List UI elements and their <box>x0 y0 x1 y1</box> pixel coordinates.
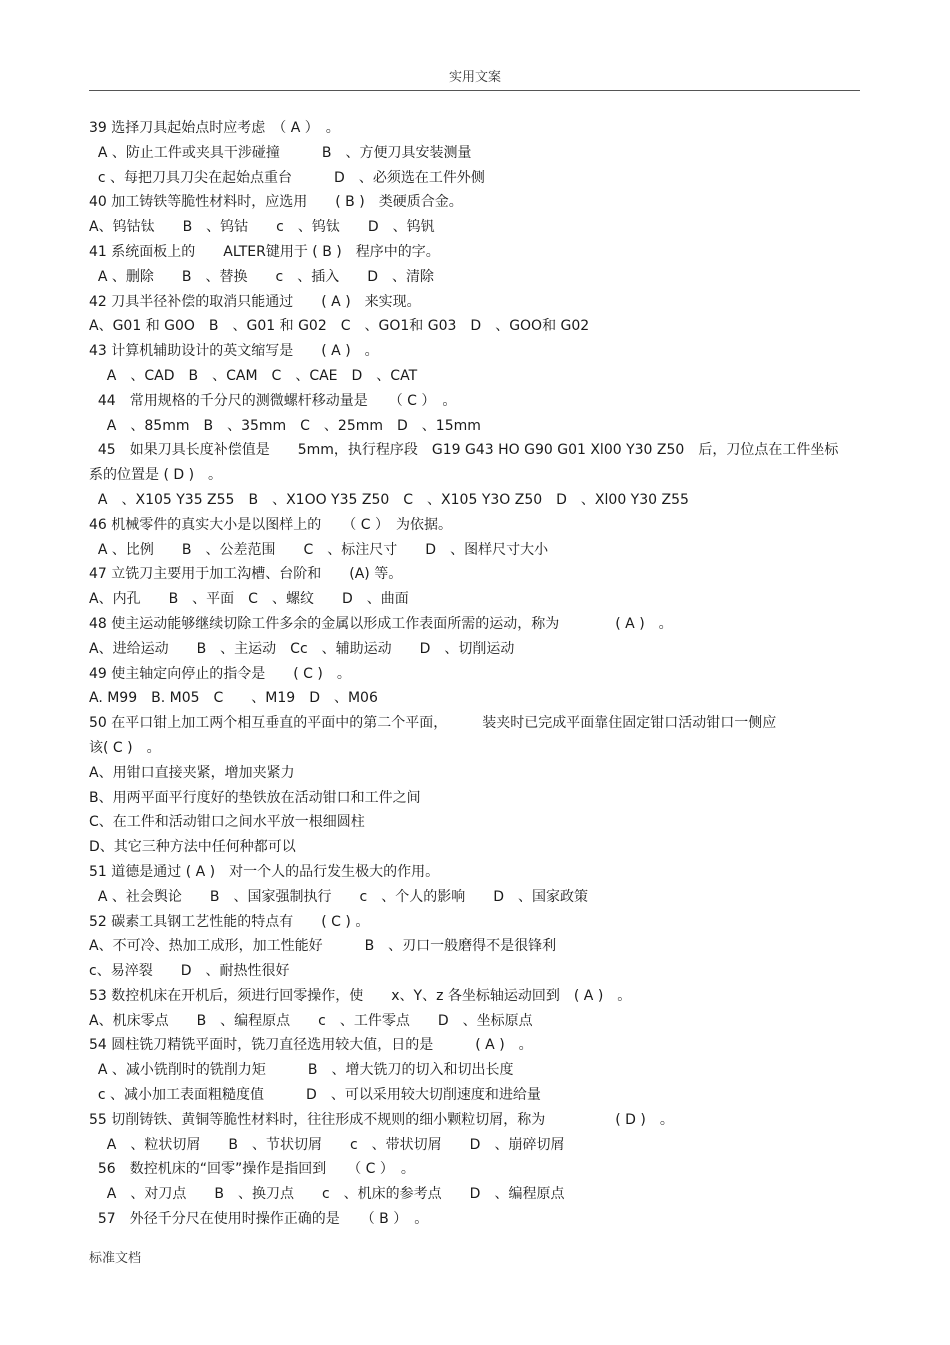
text-line: A、G01 和 G0O B 、G01 和 G02 C 、GO1和 G03 D 、GOO和 G02 <box>89 318 590 335</box>
text-line: A 、CAD B 、CAM C 、CAE D 、CAT <box>89 367 418 384</box>
text-line: 44 常用规格的千分尺的测微螺杆移动量是 （ C ） 。 <box>89 392 457 409</box>
text-line: 42 刀具半径补偿的取消只能通过 ( A ) 来实现。 <box>89 293 421 310</box>
document-body <box>89 116 860 1232</box>
header-rule <box>89 90 860 91</box>
text-line: A. M99 B. M05 C 、M19 D 、M06 <box>89 690 378 707</box>
text-line: c 、减小加工表面粗糙度值 D 、可以采用较大切削速度和进给量 <box>89 1087 541 1104</box>
text-line: c 、每把刀具刀尖在起始点重台 D 、必须选在工件外侧 <box>89 169 485 186</box>
text-line: 43 计算机辅助设计的英文缩写是 ( A ) 。 <box>89 343 379 360</box>
text-line: 40 加工铸铁等脆性材料时，应选用 ( B ) 类硬质合金。 <box>89 194 463 211</box>
text-line: 50 在平口钳上加工两个相互垂直的平面中的第二个平面， 装夹时已完成平面靠住固定钳口活动钳口一侧应 <box>89 715 777 732</box>
text-line: A 、减小铣削时的铣削力矩 B 、增大铣刀的切入和切出长度 <box>89 1062 514 1079</box>
text-line: D、其它三种方法中任何种都可以 <box>89 839 296 856</box>
text-line: A、用钳口直接夹紧，增加夹紧力 <box>89 764 295 781</box>
text-line: 56 数控机床的“回零”操作是指回到 （ C ） 。 <box>89 1161 415 1178</box>
text-line: 52 碳素工具钢工艺性能的特点有 ( C ) 。 <box>89 913 370 930</box>
text-line: c、易淬裂 D 、耐热性很好 <box>89 963 290 980</box>
text-line: A 、X105 Y35 Z55 B 、X1OO Y35 Z50 C 、X105 Y3O Z50 D 、Xl00 Y30 Z55 <box>89 491 689 508</box>
text-line: 51 道德是通过 ( A ) 对一个人的品行发生极大的作用。 <box>89 863 440 880</box>
page-footer: 标准文档 <box>89 1251 142 1266</box>
text-line: A 、删除 B 、替换 c 、插入 D 、清除 <box>89 268 435 285</box>
text-line: A、进给运动 B 、主运动 Cc 、辅助运动 D 、切削运动 <box>89 640 515 657</box>
text-line: 45 如果刀具长度补偿值是 5mm，执行程序段 G19 G43 HO G90 G01 Xl00 Y30 Z50 后，刀位点在工件坐标 <box>89 442 839 459</box>
text-line: 系的位置是 ( D ) 。 <box>89 467 223 484</box>
text-line: 53 数控机床在开机后，须进行回零操作，使 x、Y、z 各坐标轴运动回到 ( A ) 。 <box>89 987 632 1004</box>
text-line: 48 使主运动能够继续切除工件多余的金属以形成工作表面所需的运动，称为 ( A ) 。 <box>89 615 673 632</box>
text-line: C、在工件和活动钳口之间水平放一根细圆柱 <box>89 814 365 831</box>
text-line: A 、比例 B 、公差范围 C 、标注尺寸 D 、图样尺寸大小 <box>89 541 549 558</box>
text-line: A 、对刀点 B 、换刀点 c 、机床的参考点 D 、编程原点 <box>89 1186 565 1203</box>
text-line: 54 圆柱铣刀精铣平面时，铣刀直径选用较大值，日的是 ( A ) 。 <box>89 1037 533 1054</box>
text-line: 47 立铣刀主要用于加工沟槽、台阶和 (A) 等。 <box>89 566 403 583</box>
text-line: A、钨钴钛 B 、钨钴 c 、钨钛 D 、钨钒 <box>89 219 435 236</box>
page-header: 实用文案 <box>448 70 501 85</box>
text-line: A、机床零点 B 、编程原点 c 、工件零点 D 、坐标原点 <box>89 1012 533 1029</box>
text-line: 39 选择刀具起始点时应考虑 （ A ） 。 <box>89 120 340 136</box>
text-line: A 、85mm B 、35mm C 、25mm D 、15mm <box>89 417 481 434</box>
text-line: A、内孔 B 、平面 C 、螺纹 D 、曲面 <box>89 591 409 608</box>
text-line: A 、粒状切屑 B 、节状切屑 c 、带状切屑 D 、崩碎切屑 <box>89 1136 565 1153</box>
text-line: 49 使主轴定向停止的指令是 ( C ) 。 <box>89 665 351 682</box>
text-line: 57 外径千分尺在使用时操作正确的是 （ B ） 。 <box>89 1211 429 1228</box>
text-line: A 、防止工件或夹具干涉碰撞 B 、方便刀具安装测量 <box>89 144 472 161</box>
text-line: A、不可冷、热加工成形，加工性能好 B 、刃口一般磨得不是很锋利 <box>89 938 557 955</box>
text-line: 该( C ) 。 <box>89 739 161 756</box>
text-line: 41 系统面板上的 ALTER键用于 ( B ) 程序中的字。 <box>89 243 440 260</box>
text-line: B、用两平面平行度好的垫铁放在活动钳口和工件之间 <box>89 789 421 806</box>
text-line: 46 机械零件的真实大小是以图样上的 （ C ） 为依据。 <box>89 516 452 533</box>
text-line: 55 切削铸铁、黄铜等脆性材料时，往往形成不规则的细小颗粒切屑，称为 ( D ) 。 <box>89 1111 674 1128</box>
text-line: A 、社会舆论 B 、国家强制执行 c 、个人的影响 D 、国家政策 <box>89 888 589 905</box>
